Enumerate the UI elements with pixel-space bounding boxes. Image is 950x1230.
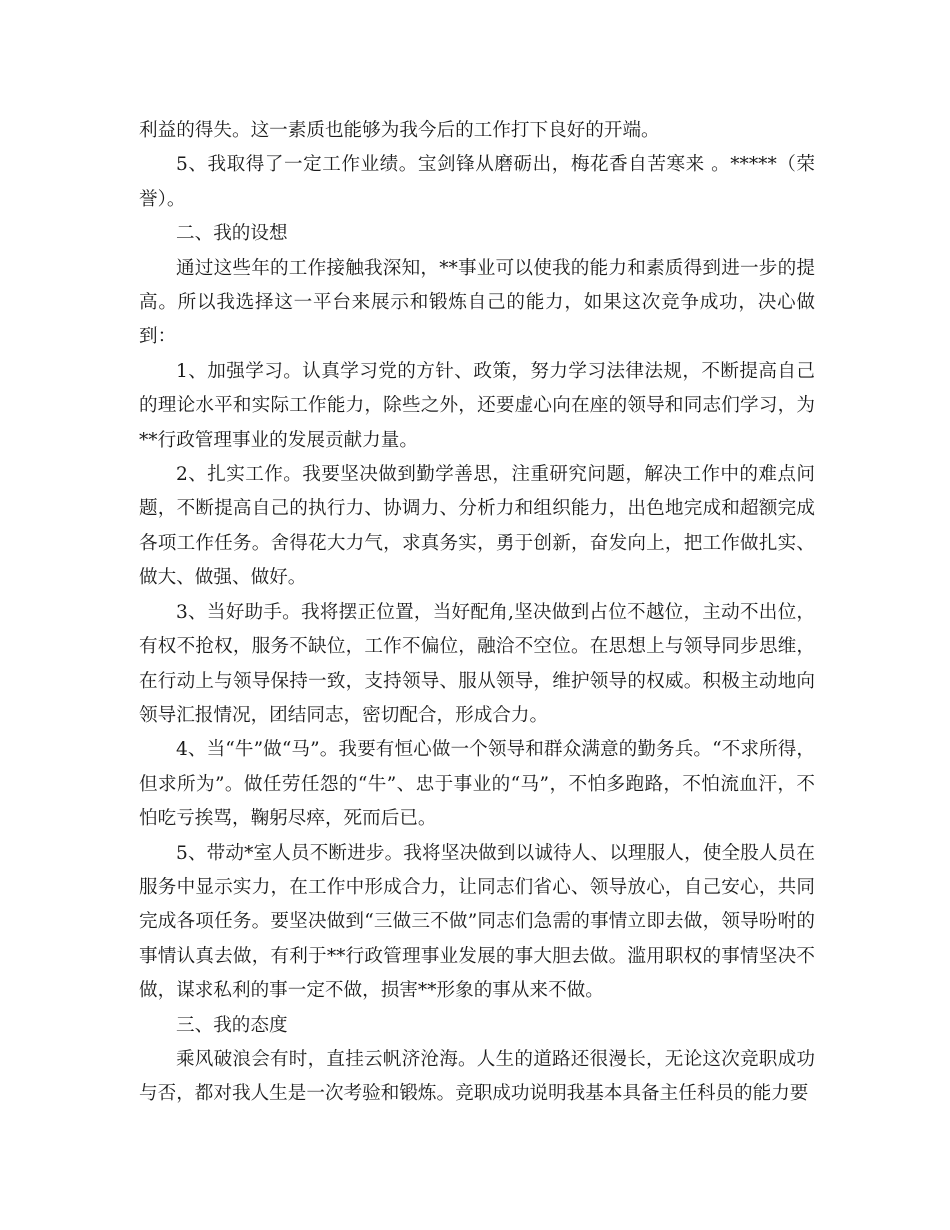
paragraph-point-1: 1、加强学习。认真学习党的方针、政策，努力学习法律法规，不断提高自己的理论水平和实际工作能力，除些之外，还要虚心向在座的领导和同志们学习，为**行政管理事业的发展贡献力量。 [139,360,815,451]
paragraph-point-3: 3、当好助手。我将摆正位置，当好配角,坚决做到占位不越位，主动不出位，有权不抢权，服务不缺位，工作不偏位，融洽不空位。在思想上与领导同步思维，在行动上与领导保持一致，支持领导、服从领导，维护领导的权威。积极主动地向领导汇报情况，团结同志，密切配合，形成合力。 [139,601,815,726]
section-heading-ideas: 二、我的设想 [176,223,288,245]
paragraph-attitude: 乘风破浪会有时，直挂云帆济沧海。人生的道路还很漫长，无论这次竞职成功与否，都对我人生是一次考验和锻炼。竞职成功说明我基本具备主任科员的能力要 [139,1048,815,1105]
paragraph-point-5: 5、带动*室人员不断进步。我将坚决做到以诚待人、以理服人，使全股人员在服务中显示实力，在工作中形成合力，让同志们省心、领导放心，自己安心，共同完成各项任务。要坚决做到“三做三不做”同志们急需的事情立即去做，领导吩咐的事情认真去做，有利于**行政管理事业发展的事大胆去做。滥用职权的事情坚决不做，谋求私利的事一定不做，损害**形象的事从来不做。 [139,842,815,1002]
paragraph-achievement: 5、我取得了一定工作业绩。宝剑锋从磨砺出，梅花香自苦寒来 。*****（荣誉）。 [139,154,815,210]
paragraph-point-2: 2、扎实工作。我要坚决做到勤学善思，注重研究问题，解决工作中的难点问题，不断提高自己的执行力、协调力、分析力和组织能力，出色地完成和超额完成各项工作任务。舍得花大力气，求真务实，勇于创新，奋发向上，把工作做扎实、做大、做强、做好。 [139,464,815,589]
paragraph-point-4: 4、当“牛”做“马”。我要有恒心做一个领导和群众满意的勤务兵。“不求所得，但求所为”。做任劳任怨的“牛”、忠于事业的“马”，不怕多跑路，不怕流血汗，不怕吃亏挨骂，鞠躬尽瘁，死而后已。 [139,739,815,830]
section-heading-attitude: 三、我的态度 [176,1014,288,1036]
paragraph-continuation: 利益的得失。这一素质也能够为我今后的工作打下良好的开端。 [139,120,660,141]
paragraph-ideas-intro: 通过这些年的工作接触我深知，**事业可以使我的能力和素质得到进一步的提高。所以我选择这一平台来展示和锻炼自己的能力，如果这次竞争成功，决心做到： [139,257,815,348]
document-body [139,114,815,1112]
